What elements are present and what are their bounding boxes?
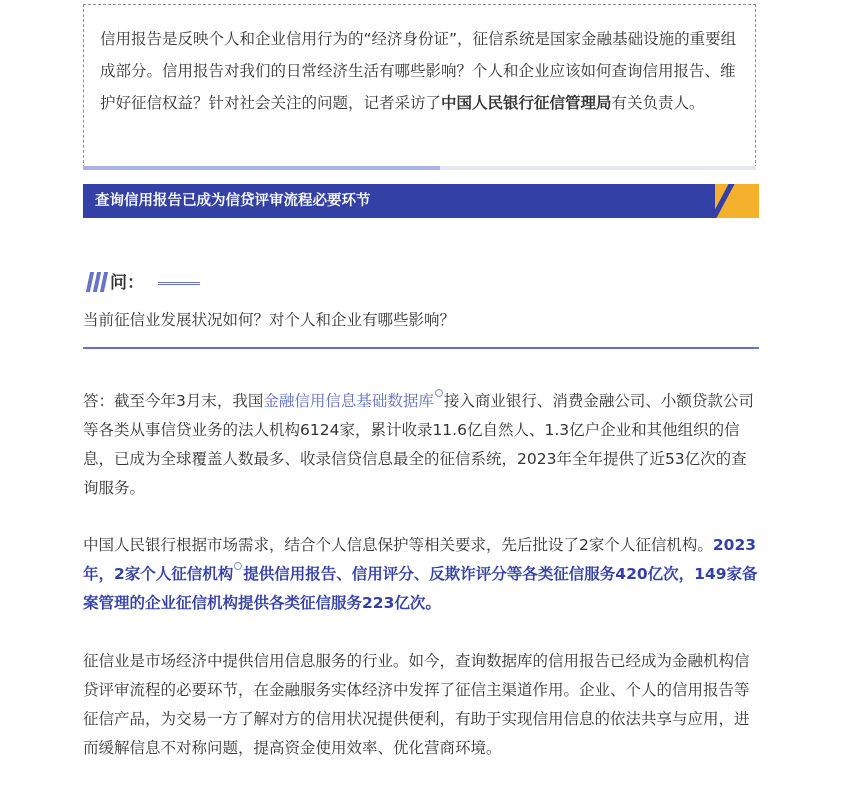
intro-bold-org: 中国人民银行征信管理局 (441, 94, 612, 112)
intro-text-main: 信用报告是反映个人和企业信用行为的“经济身份证”，征信系统是国家金融基础设施的重要组成部分。信用报告对我们的日常经济生活有哪些影响？个人和企业应该如何查询信用报告、维护好征信权益？针对社会关注的问题，记者采访了 (100, 30, 737, 112)
reading-progress-track (83, 166, 756, 170)
section-title: 查询信用报告已成为信贷评审流程必要环节 (95, 193, 371, 209)
answer-paragraph-1 (83, 387, 759, 503)
bars-icon (86, 272, 110, 294)
answer-p2-highlight-b: 提供信用报告、信用评分、反欺诈评分等各类征信服务420亿次，149家备案管理的企业征信机构提供各类征信服务223亿次。 (83, 565, 758, 612)
answer-paragraph-2 (83, 531, 759, 618)
intro-box (83, 4, 756, 168)
question-label: 问： (110, 273, 144, 293)
intro-text (100, 23, 739, 119)
search-icon[interactable] (234, 562, 242, 570)
reading-progress-fill (83, 166, 440, 170)
search-icon[interactable] (435, 389, 443, 397)
database-link[interactable]: 金融信用信息基础数据库 (263, 392, 434, 410)
answer-p2-highlight-a: 2023年，2家个人征信机构 (83, 536, 757, 583)
question-header (86, 270, 756, 296)
question-text: 当前征信业发展状况如何？对个人和企业有哪些影响？ (83, 311, 456, 329)
answer-p2-plain: 中国人民银行根据市场需求，结合个人信息保护等相关要求，先后批设了2家个人征信机构。 (83, 536, 713, 554)
answer-prefix: 答：截至今年3月末，我国 (83, 392, 264, 410)
question-rule (83, 347, 759, 349)
question-divider-line (158, 282, 200, 285)
answer-paragraph-3: 征信业是市场经济中提供信用信息服务的行业。如今，查询数据库的信用报告已经成为金融机构信贷评审流程的必要环节，在金融服务实体经济中发挥了征信主渠道作用。企业、个人的信用报告等征信产品，为交易一方了解对方的信用状况提供便利，有助于实现信用信息的依法共享与应用，进而缓解信息不对称问题，提高资金使用效率、优化营商环境。 (83, 652, 750, 757)
intro-text-tail: 有关负责人。 (611, 94, 705, 112)
answer-p1-rest: 接入商业银行、消费金融公司、小额贷款公司等各类从事信贷业务的法人机构6124家，累计收录11.6亿自然人、1.3亿户企业和其他组织的信息，已成为全球覆盖人数最多、收录信贷信息最全的征信系统，2023年全年提供了近53亿次的查询服务。 (83, 392, 754, 497)
section-banner (83, 184, 759, 218)
